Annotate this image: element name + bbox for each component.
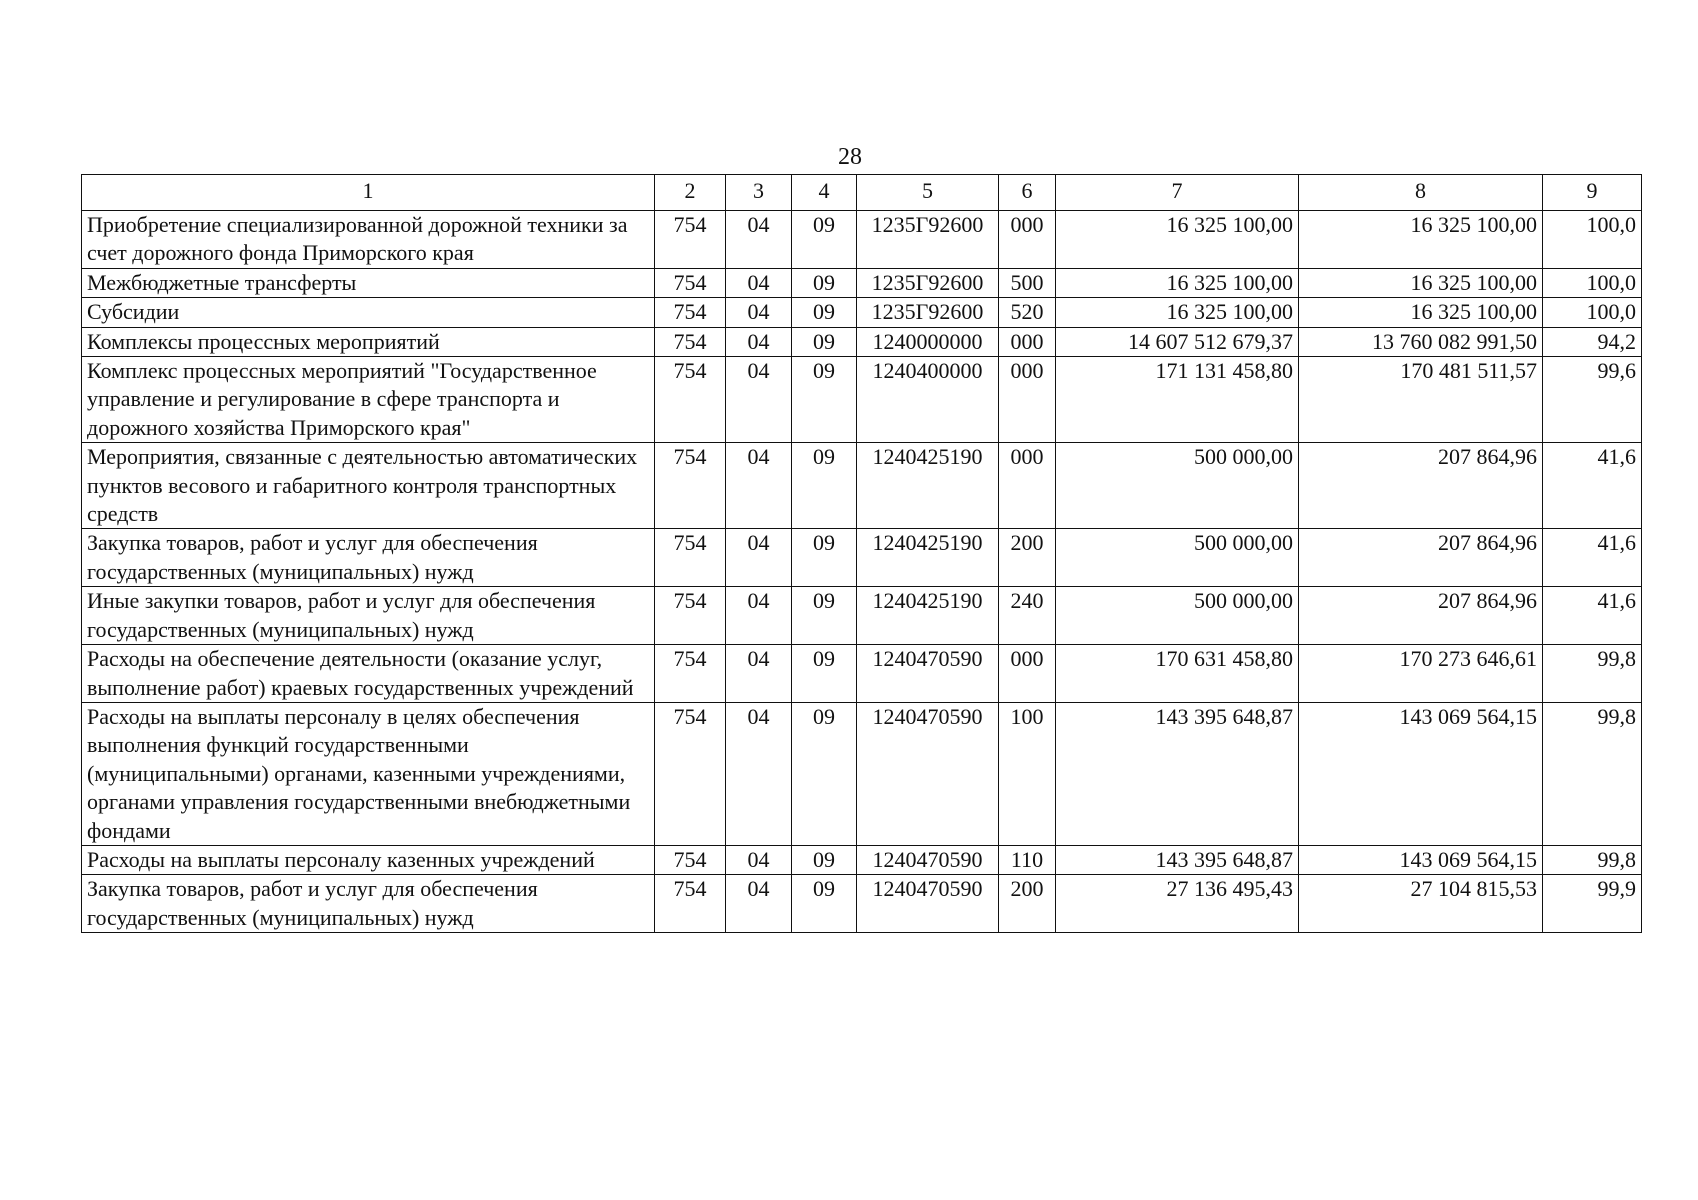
row-name: Расходы на выплаты персоналу казенных учреждений [82, 845, 655, 874]
cell-col-2: 754 [655, 875, 726, 933]
cell-col-5: 1240470590 [857, 645, 999, 703]
cell-col-9: 99,8 [1543, 645, 1642, 703]
cell-col-8: 170 273 646,61 [1299, 645, 1543, 703]
cell-col-8: 16 325 100,00 [1299, 298, 1543, 327]
row-name: Субсидии [82, 298, 655, 327]
cell-col-5: 1240400000 [857, 357, 999, 443]
cell-col-5: 1240470590 [857, 702, 999, 845]
cell-col-8: 207 864,96 [1299, 443, 1543, 529]
cell-col-2: 754 [655, 211, 726, 269]
cell-col-8: 13 760 082 991,50 [1299, 327, 1543, 356]
row-name: Комплекс процессных мероприятий "Государственное управление и регулирование в сфере транспорта и дорожного хозяйства Приморского края" [82, 357, 655, 443]
table-row [82, 298, 1642, 327]
column-header: 3 [726, 175, 792, 211]
table-row [82, 443, 1642, 529]
cell-col-9: 99,8 [1543, 702, 1642, 845]
cell-col-8: 207 864,96 [1299, 529, 1543, 587]
cell-col-3: 04 [726, 298, 792, 327]
cell-col-9: 100,0 [1543, 211, 1642, 269]
column-header: 2 [655, 175, 726, 211]
cell-col-7: 14 607 512 679,37 [1056, 327, 1299, 356]
cell-col-8: 16 325 100,00 [1299, 211, 1543, 269]
table-row [82, 845, 1642, 874]
table-row [82, 327, 1642, 356]
row-name: Комплексы процессных мероприятий [82, 327, 655, 356]
row-name: Закупка товаров, работ и услуг для обеспечения государственных (муниципальных) нужд [82, 529, 655, 587]
cell-col-3: 04 [726, 357, 792, 443]
cell-col-3: 04 [726, 443, 792, 529]
column-header: 1 [82, 175, 655, 211]
cell-col-7: 500 000,00 [1056, 443, 1299, 529]
cell-col-5: 1240470590 [857, 875, 999, 933]
cell-col-5: 1240000000 [857, 327, 999, 356]
row-name: Иные закупки товаров, работ и услуг для обеспечения государственных (муниципальных) нужд [82, 587, 655, 645]
cell-col-6: 000 [999, 327, 1056, 356]
table-row [82, 357, 1642, 443]
cell-col-9: 41,6 [1543, 443, 1642, 529]
column-header: 7 [1056, 175, 1299, 211]
cell-col-8: 27 104 815,53 [1299, 875, 1543, 933]
cell-col-7: 16 325 100,00 [1056, 211, 1299, 269]
cell-col-6: 110 [999, 845, 1056, 874]
cell-col-4: 09 [792, 875, 857, 933]
cell-col-6: 000 [999, 357, 1056, 443]
cell-col-2: 754 [655, 357, 726, 443]
cell-col-5: 1240470590 [857, 845, 999, 874]
cell-col-5: 1240425190 [857, 587, 999, 645]
cell-col-5: 1235Г92600 [857, 211, 999, 269]
cell-col-3: 04 [726, 702, 792, 845]
cell-col-8: 170 481 511,57 [1299, 357, 1543, 443]
cell-col-7: 16 325 100,00 [1056, 298, 1299, 327]
cell-col-4: 09 [792, 645, 857, 703]
cell-col-6: 000 [999, 443, 1056, 529]
row-name: Расходы на обеспечение деятельности (оказание услуг, выполнение работ) краевых государственных учреждений [82, 645, 655, 703]
cell-col-8: 143 069 564,15 [1299, 702, 1543, 845]
cell-col-9: 100,0 [1543, 298, 1642, 327]
table-row [82, 702, 1642, 845]
cell-col-9: 99,9 [1543, 875, 1642, 933]
cell-col-4: 09 [792, 357, 857, 443]
cell-col-7: 500 000,00 [1056, 529, 1299, 587]
cell-col-3: 04 [726, 529, 792, 587]
column-header: 5 [857, 175, 999, 211]
cell-col-9: 99,6 [1543, 357, 1642, 443]
row-name: Закупка товаров, работ и услуг для обеспечения государственных (муниципальных) нужд [82, 875, 655, 933]
cell-col-2: 754 [655, 702, 726, 845]
cell-col-3: 04 [726, 587, 792, 645]
cell-col-2: 754 [655, 268, 726, 297]
cell-col-9: 94,2 [1543, 327, 1642, 356]
row-name: Приобретение специализированной дорожной техники за счет дорожного фонда Приморского края [82, 211, 655, 269]
cell-col-3: 04 [726, 845, 792, 874]
cell-col-4: 09 [792, 268, 857, 297]
cell-col-2: 754 [655, 327, 726, 356]
cell-col-6: 100 [999, 702, 1056, 845]
cell-col-3: 04 [726, 645, 792, 703]
cell-col-7: 171 131 458,80 [1056, 357, 1299, 443]
cell-col-7: 170 631 458,80 [1056, 645, 1299, 703]
cell-col-6: 200 [999, 875, 1056, 933]
cell-col-8: 207 864,96 [1299, 587, 1543, 645]
header-row [82, 175, 1642, 211]
row-name: Мероприятия, связанные с деятельностью автоматических пунктов весового и габаритного контроля транспортных средств [82, 443, 655, 529]
cell-col-3: 04 [726, 211, 792, 269]
cell-col-6: 500 [999, 268, 1056, 297]
cell-col-2: 754 [655, 587, 726, 645]
column-header: 6 [999, 175, 1056, 211]
table-row [82, 587, 1642, 645]
column-header: 4 [792, 175, 857, 211]
table-header [82, 175, 1642, 211]
page-number: 28 [838, 144, 862, 170]
table-row [82, 268, 1642, 297]
cell-col-7: 143 395 648,87 [1056, 702, 1299, 845]
column-header: 8 [1299, 175, 1543, 211]
cell-col-3: 04 [726, 875, 792, 933]
cell-col-4: 09 [792, 211, 857, 269]
table-row [82, 645, 1642, 703]
cell-col-9: 100,0 [1543, 268, 1642, 297]
cell-col-2: 754 [655, 645, 726, 703]
cell-col-6: 000 [999, 211, 1056, 269]
cell-col-6: 000 [999, 645, 1056, 703]
cell-col-7: 16 325 100,00 [1056, 268, 1299, 297]
cell-col-4: 09 [792, 702, 857, 845]
table-body [82, 211, 1642, 933]
row-name: Межбюджетные трансферты [82, 268, 655, 297]
cell-col-8: 16 325 100,00 [1299, 268, 1543, 297]
cell-col-8: 143 069 564,15 [1299, 845, 1543, 874]
cell-col-9: 99,8 [1543, 845, 1642, 874]
cell-col-5: 1235Г92600 [857, 298, 999, 327]
cell-col-2: 754 [655, 298, 726, 327]
cell-col-4: 09 [792, 443, 857, 529]
cell-col-7: 500 000,00 [1056, 587, 1299, 645]
row-name: Расходы на выплаты персоналу в целях обеспечения выполнения функций государственными (муниципальными) органами, казенными учреждениями, органами управления государственными внебюджетными фондами [82, 702, 655, 845]
budget-table [81, 174, 1642, 933]
cell-col-6: 520 [999, 298, 1056, 327]
cell-col-2: 754 [655, 443, 726, 529]
cell-col-4: 09 [792, 529, 857, 587]
cell-col-4: 09 [792, 327, 857, 356]
cell-col-3: 04 [726, 268, 792, 297]
cell-col-7: 143 395 648,87 [1056, 845, 1299, 874]
cell-col-6: 240 [999, 587, 1056, 645]
cell-col-7: 27 136 495,43 [1056, 875, 1299, 933]
cell-col-2: 754 [655, 529, 726, 587]
cell-col-4: 09 [792, 587, 857, 645]
cell-col-5: 1235Г92600 [857, 268, 999, 297]
column-header: 9 [1543, 175, 1642, 211]
table-row [82, 529, 1642, 587]
cell-col-2: 754 [655, 845, 726, 874]
cell-col-9: 41,6 [1543, 587, 1642, 645]
cell-col-4: 09 [792, 298, 857, 327]
cell-col-5: 1240425190 [857, 443, 999, 529]
cell-col-3: 04 [726, 327, 792, 356]
table-row [82, 875, 1642, 933]
cell-col-4: 09 [792, 845, 857, 874]
cell-col-9: 41,6 [1543, 529, 1642, 587]
cell-col-6: 200 [999, 529, 1056, 587]
table-row [82, 211, 1642, 269]
cell-col-5: 1240425190 [857, 529, 999, 587]
